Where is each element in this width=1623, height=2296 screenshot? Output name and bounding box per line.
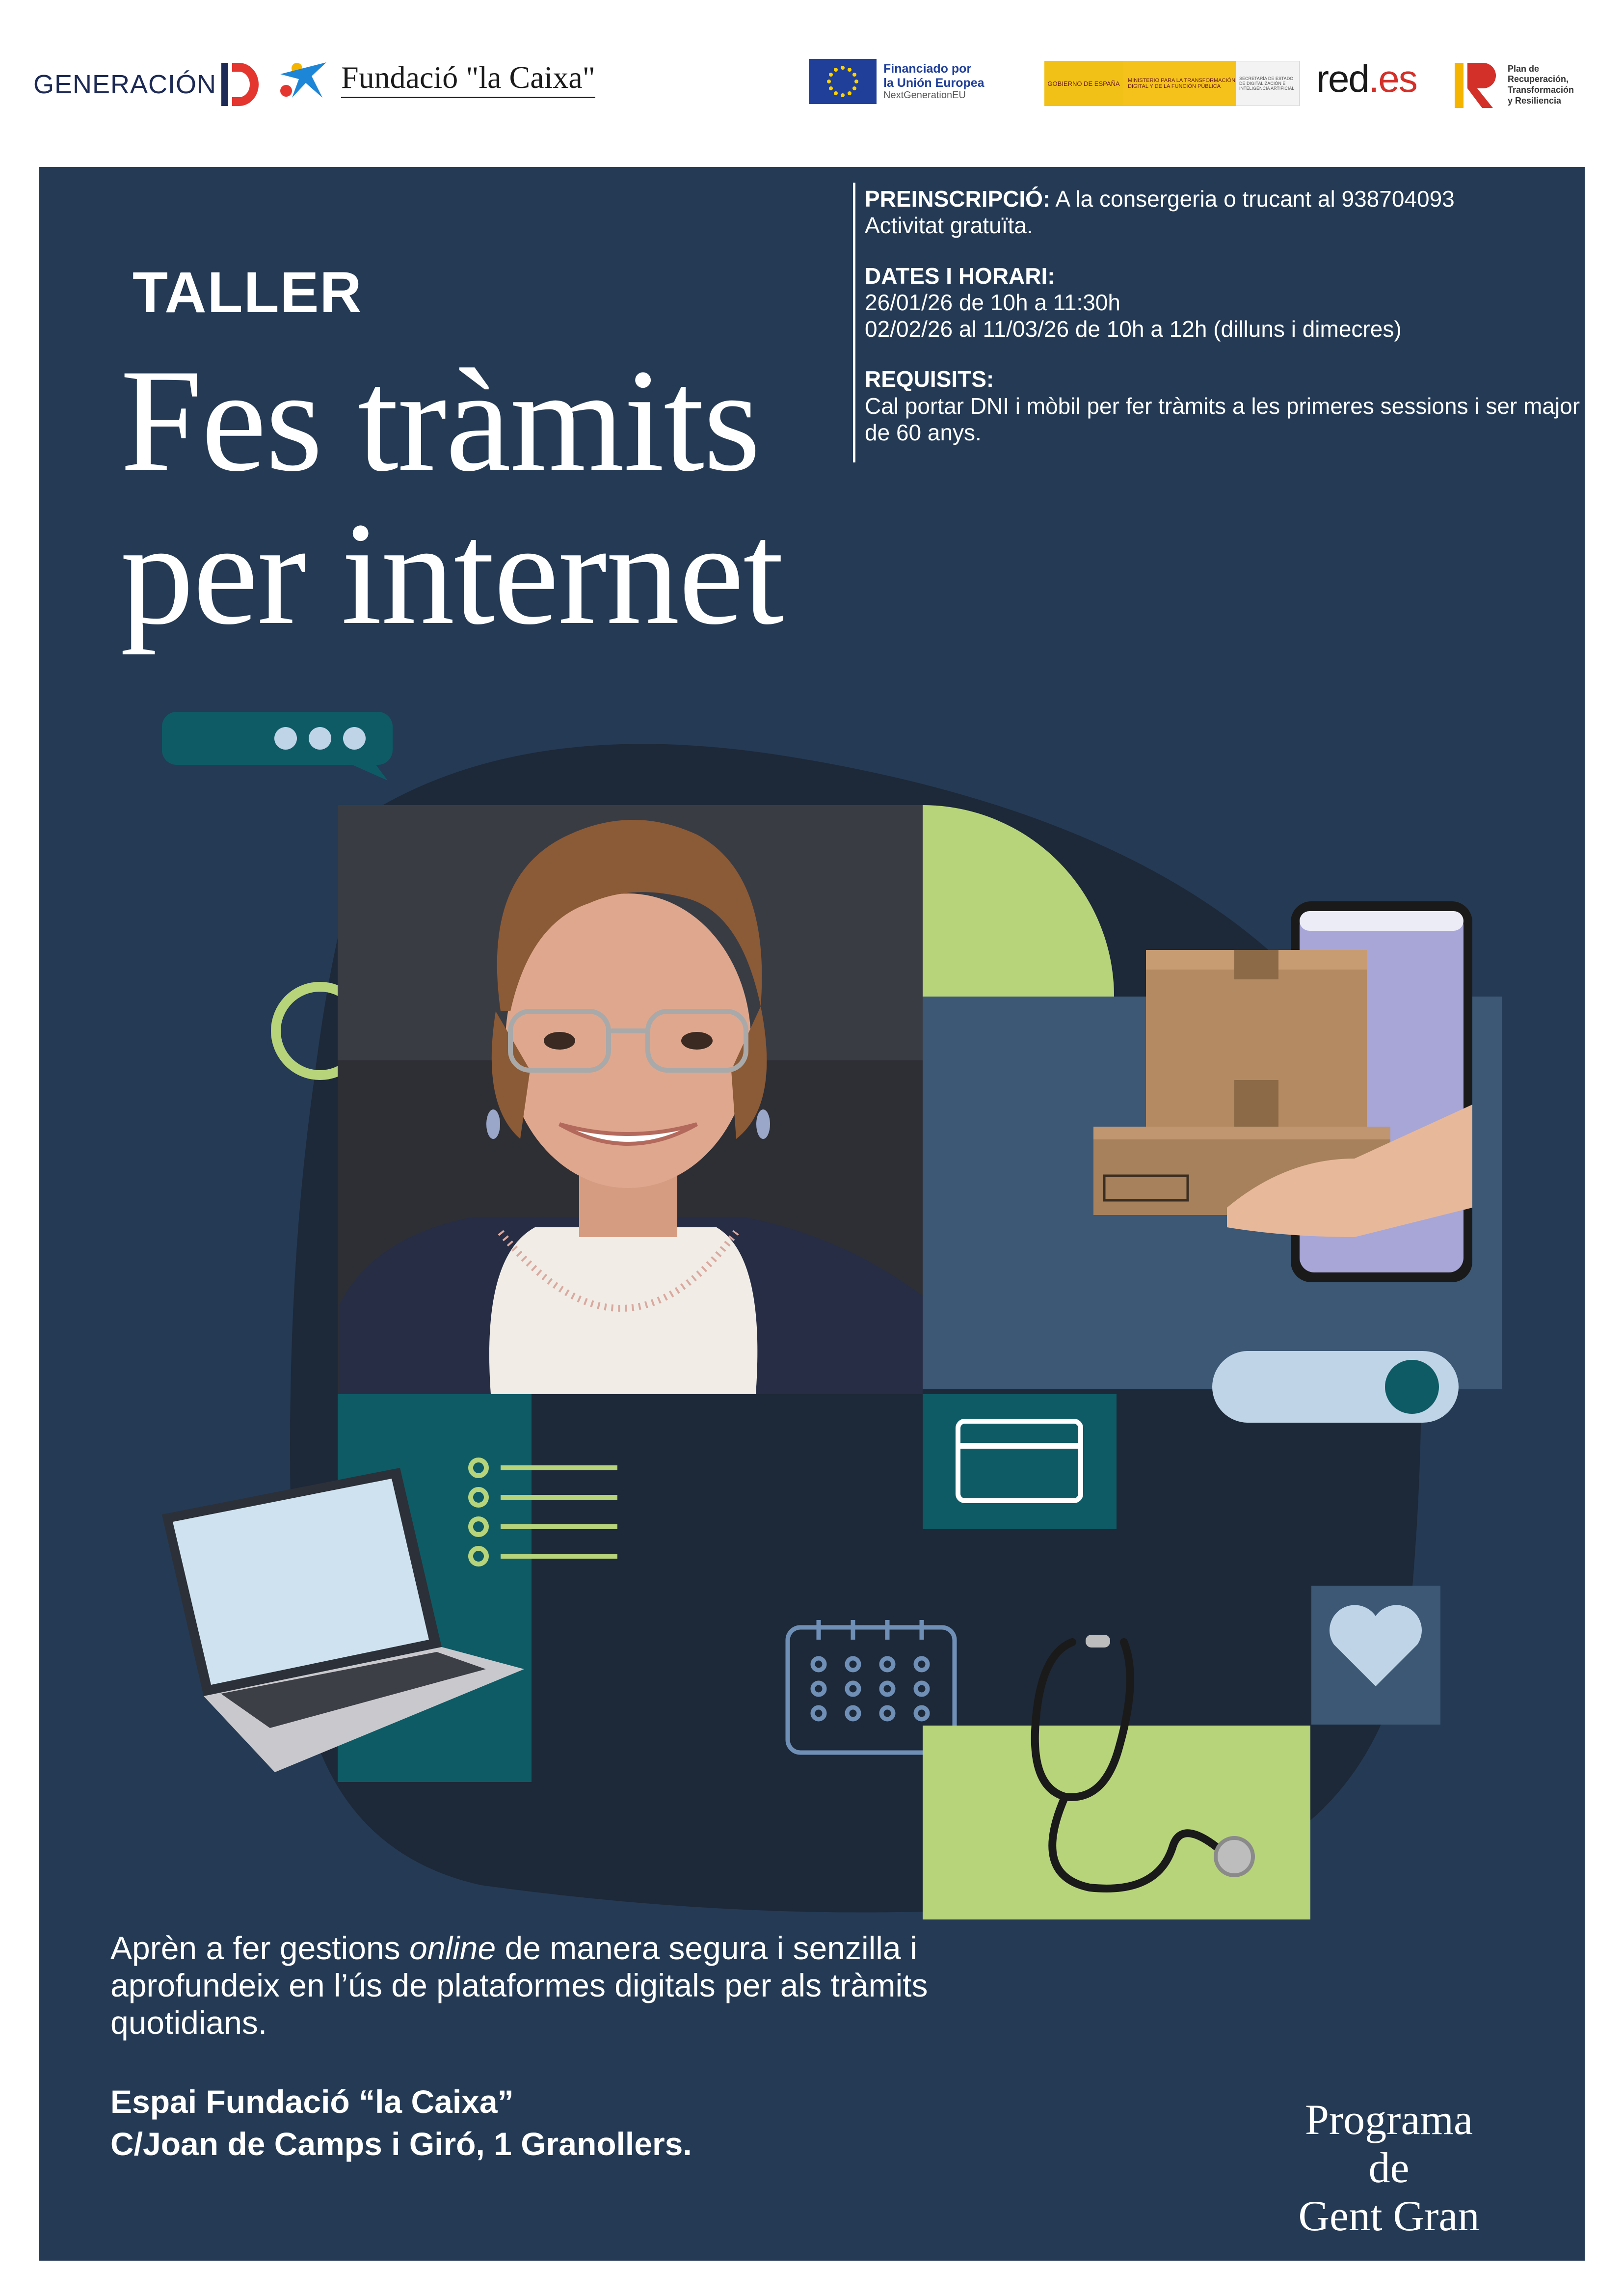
requisits-label: REQUISITS:	[865, 366, 994, 392]
requisits-text: Cal portar DNI i mòbil per fer tràmits a les primeres sessions i ser major de 60 anys.	[865, 393, 1580, 445]
info-block	[865, 186, 1581, 469]
toggle-switch-icon	[1212, 1351, 1459, 1423]
preinscripcio-block	[865, 186, 1581, 239]
eu-line-2: la Unión Europea	[883, 76, 984, 90]
kicker-taller: TALLER	[133, 260, 363, 325]
prtr-line-1: Plan de	[1508, 63, 1540, 74]
gobierno-text: GOBIERNO DE ESPAÑA	[1047, 80, 1120, 87]
prtr-line-3: Transformación	[1508, 85, 1574, 95]
program-line-2: Gent Gran	[1298, 2192, 1480, 2240]
desc-part-2: de manera segura i senzilla i aprofundeix en l’ús de plataformes digitals per als tràmits quotidians.	[110, 1930, 928, 2041]
free-activity-text: Activitat gratuïta.	[865, 213, 1033, 239]
desc-part-1: Aprèn a fer gestions	[110, 1930, 410, 1966]
stethoscope-chestpiece	[1216, 1838, 1253, 1875]
venue-name: Espai Fundació “la Caixa”	[110, 2083, 514, 2120]
program-line-1: Programa de	[1304, 2096, 1473, 2192]
page-title	[120, 339, 783, 655]
stethoscope-earpiece	[1086, 1635, 1110, 1648]
requisits-block	[865, 366, 1581, 446]
preinscripcio-text: A la consergeria o trucant al 938704093	[1050, 186, 1455, 212]
prtr-line-4: y Resiliencia	[1508, 95, 1562, 106]
prtr-line-2: Recuperación,	[1508, 74, 1569, 84]
street-address: C/Joan de Camps i Giró, 1 Granollers.	[110, 2126, 692, 2162]
caixa-logo-text: Fundació "la Caixa"	[341, 59, 595, 98]
title-line-1: Fes tràmits	[120, 339, 760, 502]
ministerio-text: MINISTERIO PARA LA TRANSFORMACIÓN DIGITAL Y DE LA FUNCIÓN PÚBLICA	[1128, 78, 1236, 89]
generacion-logo-text: GENERACIÓN	[33, 70, 217, 99]
chat-bubble-icon	[162, 712, 393, 781]
red-es-text-a: red	[1316, 57, 1369, 100]
program-logo	[1286, 2096, 1492, 2241]
eu-line-1: Financiado por	[883, 61, 972, 76]
preinscripcio-label: PREINSCRIPCIÓ:	[865, 186, 1051, 212]
desc-online: online	[409, 1930, 496, 1966]
venue-address	[110, 2080, 692, 2165]
dates-label: DATES I HORARI:	[865, 263, 1055, 289]
info-divider	[853, 183, 855, 462]
quarter-circle-shape	[923, 805, 1114, 997]
dates-block	[865, 263, 1581, 343]
dates-line-2: 02/02/26 al 11/03/26 de 10h a 12h (dilluns i dimecres)	[865, 316, 1402, 342]
heart-icon	[1311, 1586, 1440, 1725]
portrait-photo	[338, 805, 923, 1394]
red-es-text-b: .es	[1368, 57, 1417, 100]
credit-card-icon	[923, 1394, 1117, 1529]
eu-line-3: NextGenerationEU	[883, 90, 966, 101]
title-line-2: per internet	[120, 492, 783, 655]
dates-line-1: 26/01/26 de 10h a 11:30h	[865, 289, 1120, 315]
secretaria-text: SECRETARÍA DE ESTADO DE DIGITALIZACIÓN E INTELIGENCIA ARTIFICIAL	[1239, 76, 1295, 91]
description-text	[110, 1929, 945, 2041]
